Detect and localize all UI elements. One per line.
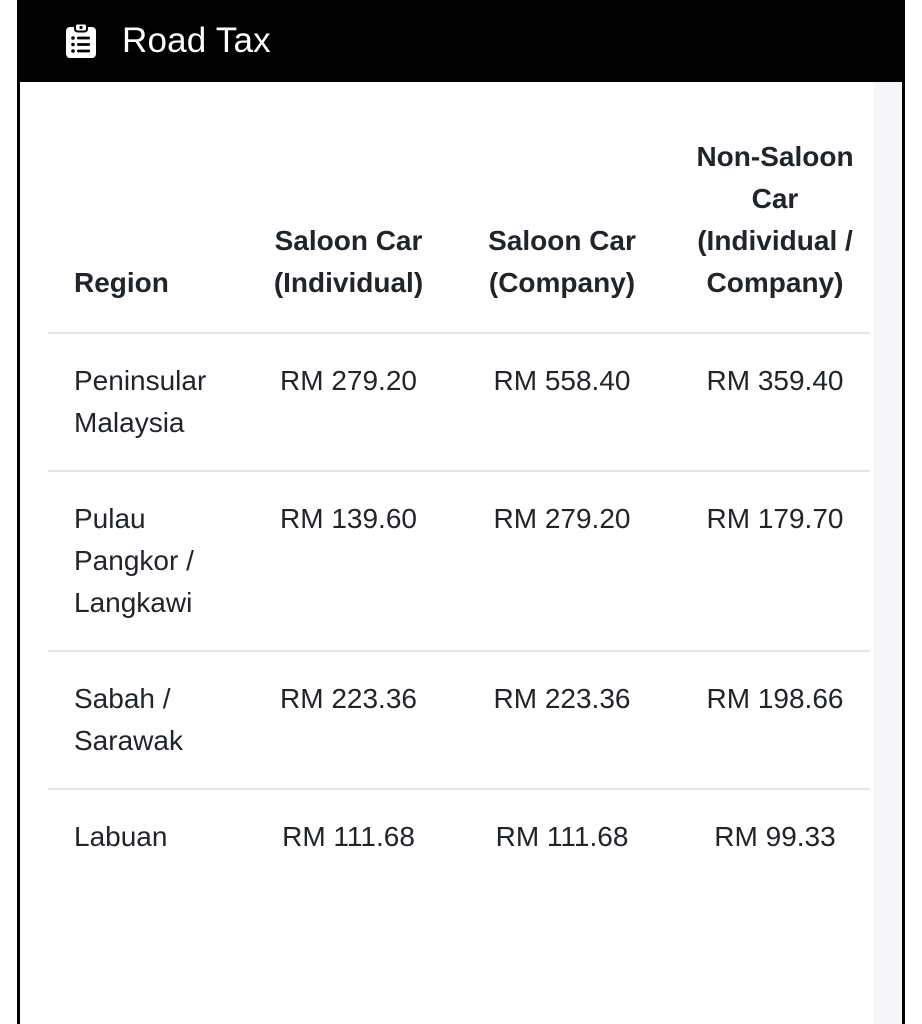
non-saloon-cell: RM 359.40 — [680, 333, 870, 471]
saloon-company-cell: RM 111.68 — [495, 821, 629, 852]
region-cell: Labuan — [74, 821, 168, 852]
table-row — [48, 651, 870, 789]
road-tax-table-container — [48, 82, 870, 884]
saloon-company-cell: RM 223.36 — [444, 651, 680, 789]
saloon-individual-cell: RM 139.60 — [253, 471, 444, 651]
non-saloon-cell: RM 198.66 — [680, 651, 870, 789]
region-cell: Pulau Pangkor / Langkawi — [48, 471, 253, 651]
saloon-company-cell: RM 279.20 — [444, 471, 680, 651]
saloon-individual-cell: RM 111.68 — [282, 821, 415, 852]
table-row — [48, 471, 870, 651]
road-tax-table — [48, 82, 870, 884]
road-tax-card — [17, 0, 905, 1024]
saloon-individual-cell: RM 223.36 — [253, 651, 444, 789]
table-row — [48, 789, 870, 884]
column-header-saloon-company: Saloon Car (Company) — [444, 82, 680, 333]
column-header-non-saloon: Non-Saloon Car (Individual / Company) — [680, 82, 870, 333]
table-header-row — [48, 82, 870, 333]
saloon-company-cell: RM 558.40 — [444, 333, 680, 471]
card-header — [20, 0, 902, 82]
region-cell: Sabah / Sarawak — [48, 651, 253, 789]
clipboard-list-icon — [65, 23, 97, 59]
column-header-region: Region — [48, 82, 253, 333]
non-saloon-cell: RM 99.33 — [714, 821, 836, 852]
non-saloon-cell: RM 179.70 — [680, 471, 870, 651]
table-row — [48, 333, 870, 471]
column-header-saloon-individual: Saloon Car (Individual) — [253, 82, 444, 333]
saloon-individual-cell: RM 279.20 — [253, 333, 444, 471]
scrollbar-track[interactable] — [874, 82, 902, 1024]
region-cell: Peninsular Malaysia — [48, 333, 253, 471]
card-title: Road Tax — [122, 21, 271, 60]
